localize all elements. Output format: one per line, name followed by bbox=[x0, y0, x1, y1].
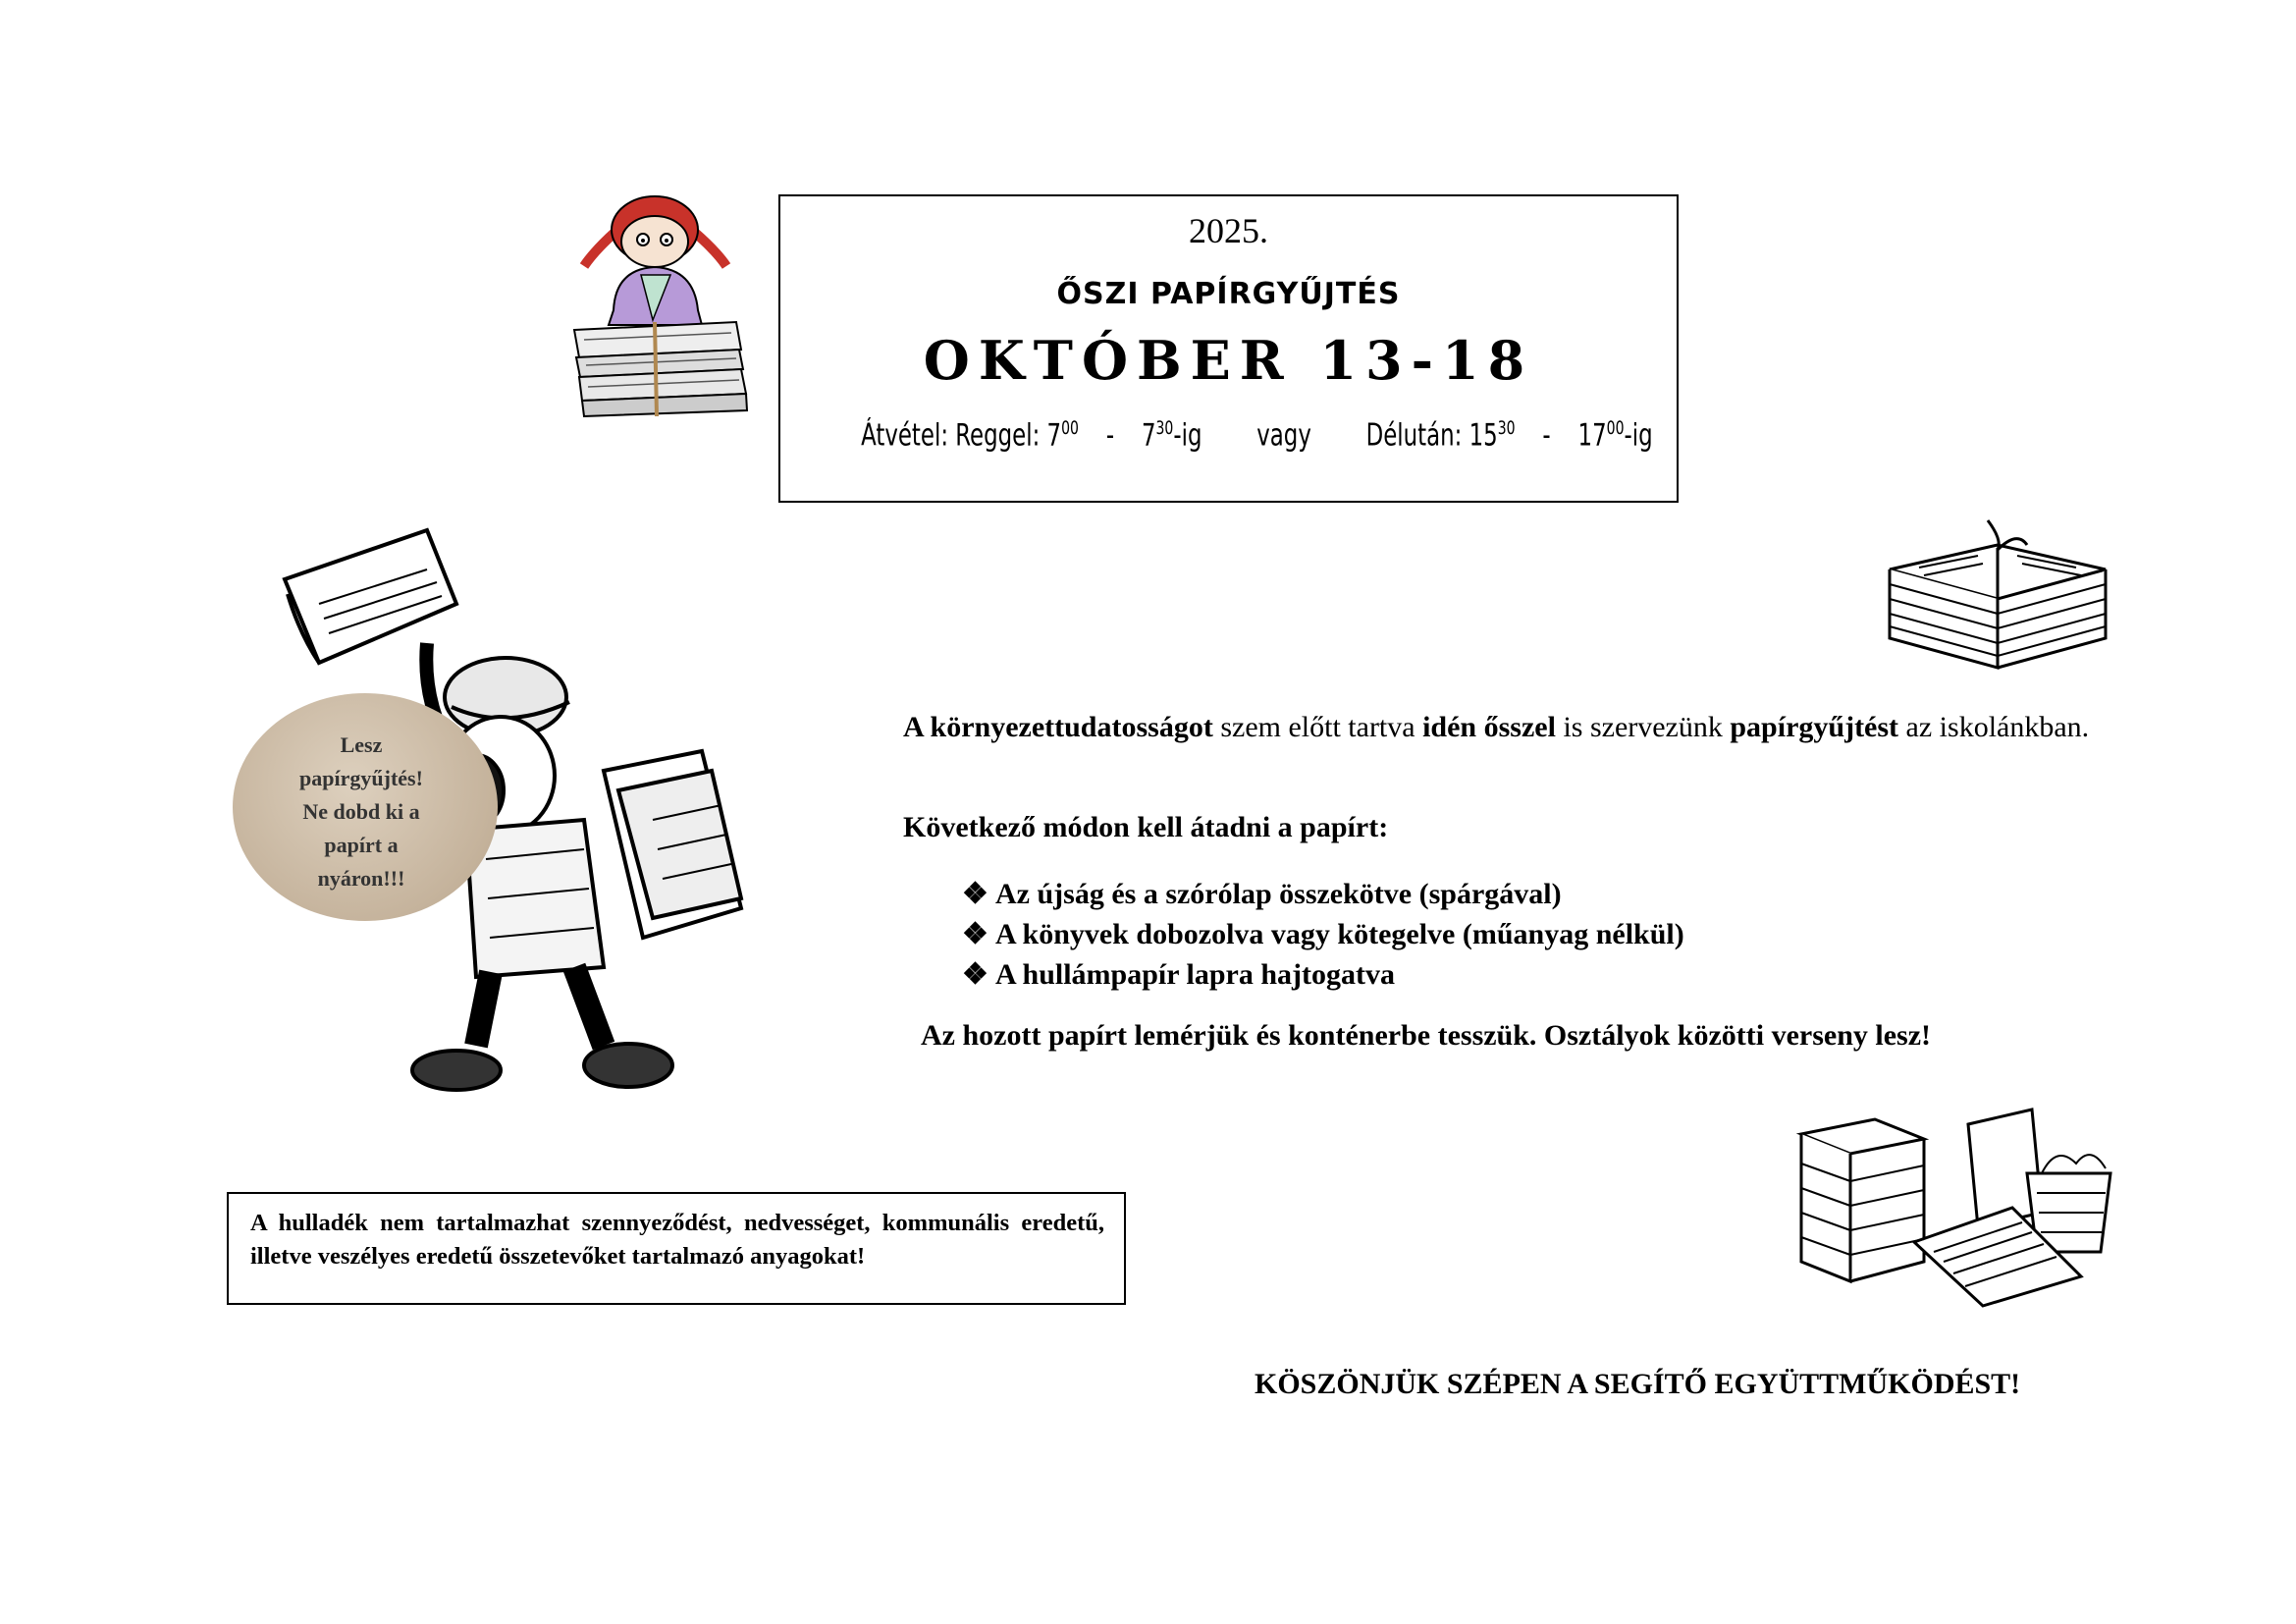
pickup-times: Átvétel: Reggel: $7^{00} - 7^{30}-ig$ vagy Délután: $15^{30} - 17^{00}-ig$ bbox=[861, 417, 1653, 454]
list-item: ❖ A könyvek dobozolva vagy kötegelve (műanyag nélkül) bbox=[962, 914, 1684, 954]
date-title: OKTÓBER 13-18 bbox=[923, 329, 1534, 392]
warning-box: A hulladék nem tartalmazhat szennyeződést, nedvességet, kommunális eredetű, illetve veszélyes eredetű összetevőket tartalmazó anyagokat! bbox=[227, 1192, 1126, 1305]
header-box bbox=[778, 194, 1679, 503]
recycling-paper-pile-icon bbox=[1796, 1105, 2120, 1311]
year: 2025. bbox=[1189, 211, 1268, 250]
diamond-bullet-icon: ❖ bbox=[962, 918, 988, 950]
weigh-note: Az hozott papírt lemérjük és konténerbe tesszük. Osztályok közötti verseny lesz! bbox=[921, 1019, 1932, 1052]
subtitle: ŐSZI PAPÍRGYŰJTÉS bbox=[1056, 277, 1401, 311]
howto-heading: Következő módon kell átadni a papírt: bbox=[903, 811, 1389, 843]
diamond-bullet-icon: ❖ bbox=[962, 958, 988, 991]
thanks-note: KÖSZÖNJÜK SZÉPEN A SEGÍTŐ EGYÜTTMŰKÖDÉST! bbox=[1255, 1368, 2021, 1400]
speech-bubble-text: Lesz papírgyűjtés! Ne dobd ki a papírt a nyáron!!! bbox=[299, 732, 423, 891]
newspaper-stack-icon bbox=[1880, 520, 2115, 679]
diamond-bullet-icon: ❖ bbox=[962, 878, 988, 910]
instructions-list bbox=[962, 874, 1684, 995]
girl-with-paper-stack-icon bbox=[555, 192, 756, 418]
list-item: ❖ Az újság és a szórólap összekötve (spárgával) bbox=[962, 874, 1684, 914]
intro-paragraph: A környezettudatosságot szem előtt tartva idén ősszel is szervezünk papírgyűjtést az iskolánkban. bbox=[903, 711, 2090, 743]
list-item: ❖ A hullámpapír lapra hajtogatva bbox=[962, 954, 1684, 995]
